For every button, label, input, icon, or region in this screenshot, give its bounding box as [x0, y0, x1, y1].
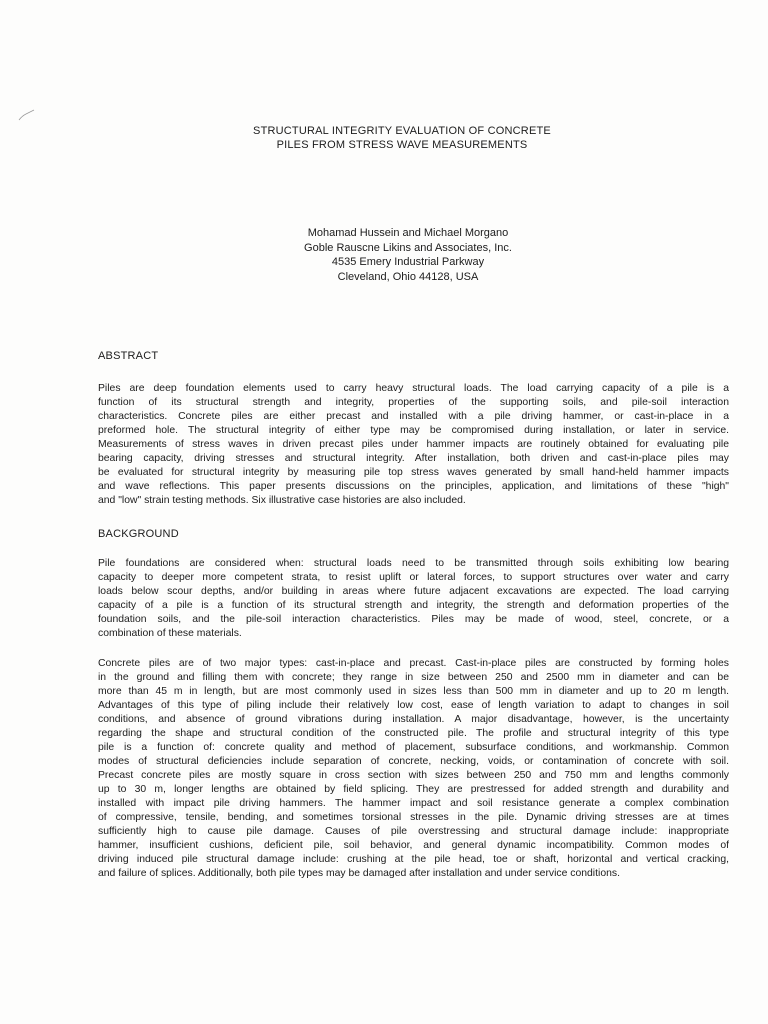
- abstract-line: Piles are deep foundation elements used to carry heavy structural loads. The load carrying capacity of a pile is a: [98, 383, 729, 394]
- title-line-1: STRUCTURAL INTEGRITY EVALUATION OF CONCRETE: [253, 125, 551, 137]
- background-line: Concrete piles are of two major types: cast-in-place and precast. Cast-in-place piles are constructed by forming holes: [98, 658, 729, 669]
- background-heading: BACKGROUND: [98, 528, 179, 540]
- background-line: capacity to deeper more competent strata, to resist uplift or lateral forces, to support structures over water and carry: [98, 572, 729, 583]
- abstract-line: bearing capacity, driving stresses and structural integrity. After installation, both driven and cast-in-place piles may: [98, 453, 729, 464]
- background-line: of compressive, tensile, bending, and sometimes torsional stresses in the pile. Dynamic driving stresses are at times: [98, 812, 729, 823]
- author-city: Cleveland, Ohio 44128, USA: [337, 270, 479, 283]
- background-line: conditions, and absence of ground vibrations during installation. A major disadvantage, however, is the uncertainty: [98, 714, 729, 725]
- author-affiliation: Goble Rauscne Likins and Associates, Inc.: [304, 241, 512, 254]
- author-street: 4535 Emery Industrial Parkway: [331, 256, 485, 268]
- background-line: driving induced pile structural damage include: crushing at the pile head, toe or shaft, horizontal and vertical cracking,: [98, 854, 729, 865]
- background-line: and failure of splices. Additionally, both pile types may be damaged after installation and under service conditions.: [98, 868, 620, 879]
- background-paragraph-2: [98, 657, 729, 881]
- background-line: capacity of a pile is a function of its structural strength and integrity, the strength and deformation properties of the: [98, 600, 729, 611]
- background-line: up to 30 m, longer lengths are obtained by field splicing. They are prestressed for added strength and durability and: [98, 784, 729, 795]
- background-line: Advantages of this type of piling include their relatively low cost, ease of length variation to adapt to changes in soil: [98, 700, 729, 711]
- abstract-paragraph: [98, 382, 729, 508]
- abstract-line: be evaluated for structural integrity by measuring pile top stress waves generated by small hand-held hammer impacts: [98, 467, 729, 478]
- abstract-line: function of its structural strength and integrity, properties of the supporting soils, and pile-soil interaction: [98, 397, 729, 408]
- abstract-line: preformed hole. The structural integrity of either type may be compromised during installation, or later in service.: [98, 425, 729, 436]
- author-block: [0, 226, 768, 284]
- background-line: pile is a function of: concrete quality and method of placement, subsurface conditions, and workmanship. Common: [98, 742, 729, 753]
- author-names: Mohamad Hussein and Michael Morgano: [307, 227, 509, 239]
- background-line: in the ground and filling them with concrete; they range in size between 250 and 2500 mm in diameter and can be: [98, 672, 729, 683]
- abstract-line: Measurements of stress waves in driven precast piles under hammer impacts are routinely obtained for evaluating pile: [98, 439, 729, 450]
- background-line: foundation soils, and the pile-soil interaction characteristics. Piles may be made of wood, steel, concrete, or a: [98, 614, 729, 625]
- background-line: combination of these materials.: [98, 628, 242, 639]
- background-line: regarding the shape and structural condition of the constructed pile. The profile and structural integrity of this type: [98, 728, 729, 739]
- background-line: Precast concrete piles are mostly square in cross section with sizes between 250 and 750 mm and lengths commonly: [98, 770, 729, 781]
- title-line-2: PILES FROM STRESS WAVE MEASUREMENTS: [276, 139, 528, 151]
- abstract-line: characteristics. Concrete piles are either precast and installed with a pile driving hammer, or cast-in-place in a: [98, 411, 729, 422]
- abstract-heading: ABSTRACT: [98, 350, 159, 362]
- paper-title: [0, 124, 768, 152]
- background-line: loads below scour depths, and/or building in areas where future adjacent excavations are expected. The load carrying: [98, 586, 729, 597]
- background-paragraph-1: [98, 557, 729, 641]
- background-line: more than 45 m in length, but are most commonly used in sizes less than 500 mm in diameter and up to 20 m length.: [98, 686, 729, 697]
- background-line: modes of structural deficiencies include separation of concrete, necking, voids, or contamination of concrete with soil.: [98, 756, 729, 767]
- background-line: hammer, insufficient cushions, deficient pile, soil behavior, and general dynamic incompatibility. Common modes of: [98, 840, 729, 851]
- abstract-line: and "low" strain testing methods. Six illustrative case histories are also included.: [98, 495, 466, 506]
- stray-pen-mark: [18, 108, 36, 122]
- background-line: sufficiently high to cause pile damage. Causes of pile overstressing and structural damage include: inappropriate: [98, 826, 729, 837]
- abstract-line: and wave reflections. This paper presents discussions on the principles, application, and limitations of these "high": [98, 481, 729, 492]
- background-line: installed with impact pile driving hammers. The hammer impact and soil resistance generate a complex combination: [98, 798, 729, 809]
- background-line: Pile foundations are considered when: structural loads need to be transmitted through soils exhibiting low bearing: [98, 558, 729, 569]
